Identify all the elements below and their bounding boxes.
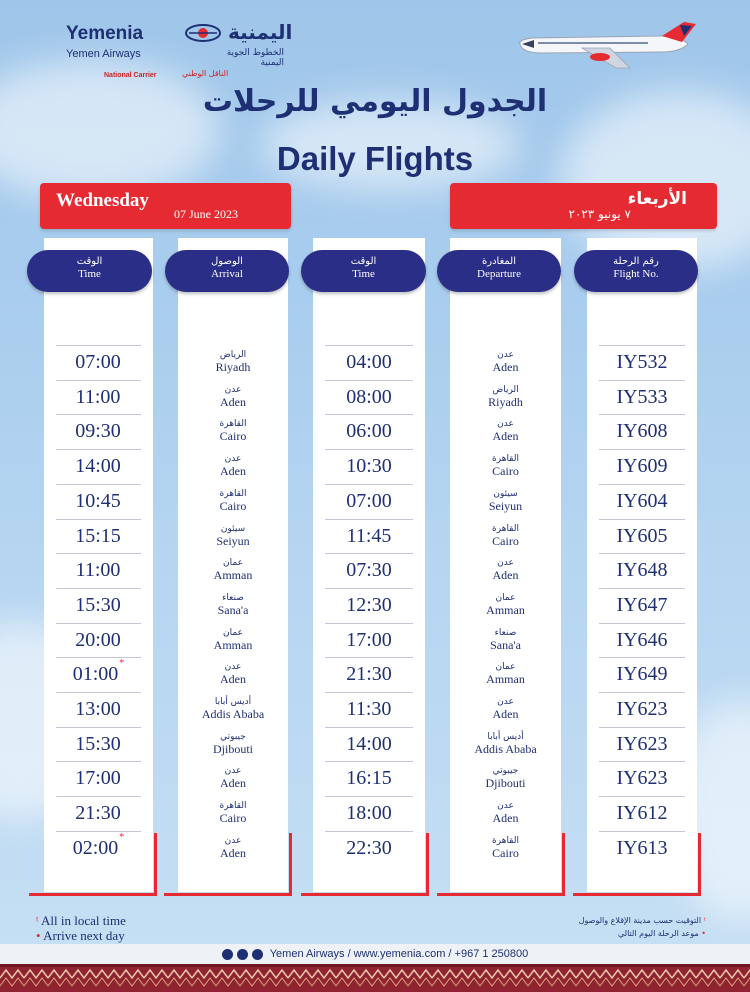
arrival-city-cell bbox=[190, 380, 276, 413]
departure-city-cell bbox=[462, 345, 549, 378]
departure-time-cell bbox=[325, 345, 413, 378]
arrival-time-cell bbox=[56, 623, 141, 656]
arrival-time-cell bbox=[56, 761, 141, 794]
city-name-en: Sana'a bbox=[490, 637, 521, 652]
flight-number: IY649 bbox=[616, 663, 668, 686]
brand-name-en: Yemenia bbox=[66, 23, 144, 44]
city-name-ar: عدن bbox=[497, 558, 514, 569]
city-name-en: Amman bbox=[486, 602, 525, 617]
flight-number-cell bbox=[599, 345, 685, 378]
header-label-en: Departure bbox=[477, 268, 521, 280]
header-return-time bbox=[27, 250, 152, 292]
departure-city-cell bbox=[462, 380, 549, 413]
next-day-marker: * bbox=[119, 658, 125, 670]
header-departure-time bbox=[301, 250, 426, 292]
page-title-ar: الجدول اليومي للرحلات bbox=[202, 84, 548, 119]
time-value: 10:30 bbox=[346, 455, 392, 478]
flight-number: IY647 bbox=[616, 593, 668, 616]
time-value: 11:30 bbox=[346, 698, 392, 720]
city-name-en: Riyadh bbox=[488, 394, 523, 409]
header-label-ar: المغادرة bbox=[482, 256, 516, 267]
departure-time-cell bbox=[325, 449, 413, 482]
day-label-ar: الأربعاء bbox=[627, 189, 687, 209]
time-value: 02:00 bbox=[72, 836, 119, 859]
time-value: 21:30 bbox=[346, 663, 392, 686]
time-value: 09:30 bbox=[75, 420, 121, 443]
header-label-ar: الوقت bbox=[76, 256, 103, 267]
city-name-ar: عدن bbox=[224, 766, 242, 777]
time-value: 16:15 bbox=[346, 767, 392, 790]
page-title-en: Daily Flights bbox=[276, 140, 474, 177]
arrival-time-cell bbox=[56, 831, 141, 864]
city-name-en: Aden bbox=[220, 464, 246, 479]
header-label-en: Arrival bbox=[211, 268, 243, 280]
city-name-en: Cairo bbox=[492, 464, 519, 479]
departure-city-cell bbox=[462, 588, 549, 621]
arrival-time-cell bbox=[56, 414, 141, 447]
city-name-ar: عمان bbox=[223, 558, 243, 569]
departure-time-cell bbox=[325, 484, 413, 517]
city-name-ar: عدن bbox=[224, 835, 242, 846]
time-value: 13:00 bbox=[75, 698, 121, 720]
city-name-ar: القاهرة bbox=[219, 488, 247, 499]
date-banner-ar bbox=[450, 183, 717, 229]
arrival-city-cell bbox=[190, 657, 276, 690]
arrival-time-cell bbox=[56, 519, 141, 552]
city-name-ar: الرياض bbox=[219, 350, 247, 360]
arrival-city-cell bbox=[190, 727, 276, 760]
note-next-day bbox=[36, 928, 126, 943]
arrival-time-cell bbox=[56, 380, 141, 413]
arrival-time-cell bbox=[56, 449, 141, 482]
flight-number-cell bbox=[599, 380, 685, 413]
arrival-city-cell bbox=[190, 414, 276, 447]
city-name-en: Aden bbox=[492, 429, 519, 444]
departure-time-cell bbox=[325, 831, 413, 864]
time-value: 11:00 bbox=[75, 559, 121, 582]
time-value: 17:00 bbox=[346, 628, 392, 651]
city-name-en: Cairo bbox=[219, 429, 247, 444]
date-banner-en bbox=[40, 183, 291, 229]
header-label-ar: الوصول bbox=[211, 256, 243, 267]
city-name-en: Aden bbox=[220, 394, 246, 409]
city-name-en: Djibouti bbox=[485, 776, 526, 791]
city-name-en: Amman bbox=[486, 672, 525, 687]
city-name-en: Aden bbox=[220, 845, 246, 860]
time-value: 10:45 bbox=[75, 489, 121, 512]
flight-number: IY623 bbox=[616, 698, 668, 720]
note-bullet: ᵗ bbox=[36, 913, 39, 928]
note-text: موعد الرحلة اليوم التالي bbox=[617, 929, 699, 938]
departure-city-cell bbox=[462, 692, 549, 725]
notes-ar bbox=[579, 914, 706, 940]
flight-number: IY648 bbox=[616, 559, 668, 582]
city-name-en: Seiyun bbox=[216, 533, 250, 548]
flight-number-cell bbox=[599, 657, 685, 690]
city-name-ar: صنعاء bbox=[222, 592, 244, 603]
departure-city-cell bbox=[462, 449, 549, 482]
arrival-city-cell bbox=[190, 588, 276, 621]
city-name-en: Sana'a bbox=[217, 602, 249, 617]
footer-contact-text: Yemen Airways / www.yemenia.com / +967 1 250800 bbox=[269, 948, 529, 960]
time-value: 07:00 bbox=[75, 351, 121, 373]
flight-number: IY608 bbox=[616, 420, 668, 443]
time-value: 21:30 bbox=[75, 802, 121, 825]
city-name-en: Amman bbox=[213, 568, 253, 583]
city-name-en: Cairo bbox=[492, 845, 519, 860]
time-value: 15:30 bbox=[75, 732, 121, 755]
flight-number: IY604 bbox=[616, 489, 668, 512]
city-name-ar: عدن bbox=[224, 384, 242, 395]
decorative-pattern bbox=[0, 964, 750, 992]
note-local-time bbox=[36, 913, 126, 928]
flight-number: IY609 bbox=[616, 455, 668, 478]
time-value: 08:00 bbox=[346, 385, 392, 408]
next-day-marker: * bbox=[119, 831, 125, 843]
note-next-day-ar bbox=[579, 927, 706, 940]
flight-number-cell bbox=[599, 449, 685, 482]
flight-number-cell bbox=[599, 484, 685, 517]
national-carrier-en: National Carrier bbox=[104, 72, 157, 79]
city-name-ar: سيئون bbox=[220, 523, 246, 534]
city-name-en: Addis Ababa bbox=[474, 741, 537, 756]
city-name-ar: القاهرة bbox=[219, 801, 247, 812]
brand-subtitle-ar: الخطوط الجوية اليمنية bbox=[226, 48, 284, 68]
time-value: 14:00 bbox=[346, 732, 392, 755]
instagram-icon[interactable] bbox=[222, 949, 233, 960]
time-value: 15:30 bbox=[75, 593, 121, 616]
departure-city-cell bbox=[462, 553, 549, 586]
note-text: التوقيت حسب مدينة الإقلاع والوصول bbox=[578, 916, 702, 925]
city-name-ar: الرياض bbox=[492, 384, 519, 395]
time-value: 22:30 bbox=[346, 836, 392, 859]
arrival-city-cell bbox=[190, 553, 276, 586]
city-name-ar: جيبوتي bbox=[220, 731, 246, 742]
note-bullet: • bbox=[701, 929, 706, 938]
city-name-en: Cairo bbox=[219, 498, 247, 513]
brand-name-ar: اليمنية bbox=[228, 20, 293, 44]
city-name-en: Seiyun bbox=[488, 498, 523, 513]
time-value: 04:00 bbox=[346, 351, 392, 373]
header-label-ar: رقم الرحلة bbox=[613, 256, 659, 267]
departure-time-cell bbox=[325, 796, 413, 829]
city-name-ar: جيبوتي bbox=[492, 766, 519, 777]
departure-city-cell bbox=[462, 657, 549, 690]
departure-city-cell bbox=[462, 727, 549, 760]
header-label-en: Time bbox=[352, 268, 375, 280]
header-label-ar: الوقت bbox=[350, 256, 377, 267]
departure-time-cell bbox=[325, 414, 413, 447]
flight-number-cell bbox=[599, 553, 685, 586]
facebook-icon[interactable] bbox=[252, 949, 263, 960]
city-name-ar: عمان bbox=[223, 627, 243, 638]
flight-number-cell bbox=[599, 588, 685, 621]
footer-bar bbox=[0, 944, 750, 964]
flight-number-cell bbox=[599, 414, 685, 447]
arrival-time-cell bbox=[56, 553, 141, 586]
departure-time-cell bbox=[325, 692, 413, 725]
city-name-ar: عدن bbox=[497, 801, 514, 812]
departure-time-cell bbox=[325, 380, 413, 413]
date-label-ar: ٧ يونيو ٢٠٢٣ bbox=[568, 207, 631, 221]
time-value: 17:00 bbox=[75, 767, 121, 790]
header-arrival bbox=[165, 250, 289, 292]
city-name-ar: عدن bbox=[497, 419, 514, 430]
flight-number-cell bbox=[599, 727, 685, 760]
time-value: 11:45 bbox=[346, 524, 392, 547]
departure-city-cell bbox=[462, 484, 549, 517]
time-value: 07:00 bbox=[346, 489, 392, 512]
national-carrier-ar: الناقل الوطني bbox=[182, 69, 229, 78]
time-value: 14:00 bbox=[75, 455, 121, 478]
brand-subtitle-en: Yemen Airways bbox=[66, 48, 141, 60]
time-value: 01:00 bbox=[72, 663, 119, 686]
social-icons bbox=[222, 944, 264, 964]
flight-number: IY613 bbox=[616, 836, 668, 859]
flight-number-cell bbox=[599, 761, 685, 794]
city-name-en: Aden bbox=[492, 811, 519, 826]
arrival-city-cell bbox=[190, 761, 276, 794]
time-value: 12:30 bbox=[346, 593, 392, 616]
header-label-en: Time bbox=[78, 268, 101, 280]
departure-city-cell bbox=[462, 796, 549, 829]
yemenia-emblem-icon bbox=[185, 23, 221, 43]
time-value: 20:00 bbox=[75, 628, 121, 651]
airplane-icon bbox=[512, 22, 708, 74]
city-name-ar: عدن bbox=[224, 454, 242, 465]
arrival-time-cell bbox=[56, 484, 141, 517]
city-name-en: Aden bbox=[220, 776, 246, 791]
departure-city-cell bbox=[462, 414, 549, 447]
city-name-ar: القاهرة bbox=[492, 835, 519, 846]
flight-number: IY533 bbox=[616, 385, 668, 408]
time-value: 15:15 bbox=[75, 524, 121, 547]
arrival-time-cell bbox=[56, 727, 141, 760]
flight-number-cell bbox=[599, 831, 685, 864]
departure-time-cell bbox=[325, 727, 413, 760]
arrival-time-cell bbox=[56, 345, 141, 378]
arrival-time-cell bbox=[56, 657, 141, 690]
flight-number: IY646 bbox=[616, 628, 668, 651]
city-name-ar: القاهرة bbox=[219, 419, 247, 430]
city-name-ar: عمان bbox=[495, 592, 516, 603]
arrival-city-cell bbox=[190, 345, 276, 378]
city-name-ar: القاهرة bbox=[492, 454, 519, 465]
header-label-en: Flight No. bbox=[613, 268, 659, 280]
city-name-en: Aden bbox=[220, 672, 246, 687]
city-name-ar: عمان bbox=[495, 662, 516, 673]
city-name-en: Addis Ababa bbox=[201, 707, 265, 721]
arrival-time-cell bbox=[56, 692, 141, 725]
note-bullet: ᵗ bbox=[703, 916, 706, 925]
notes-en bbox=[36, 913, 126, 943]
departure-time-cell bbox=[325, 588, 413, 621]
flight-number: IY605 bbox=[616, 524, 668, 547]
arrival-city-cell bbox=[190, 692, 276, 725]
note-local-time-ar bbox=[579, 914, 706, 927]
flight-number-cell bbox=[599, 623, 685, 656]
departure-time-cell bbox=[325, 761, 413, 794]
flight-number-cell bbox=[599, 692, 685, 725]
departure-time-cell bbox=[325, 623, 413, 656]
arrival-city-cell bbox=[190, 623, 276, 656]
city-name-ar: صنعاء bbox=[494, 627, 517, 638]
footer-pattern bbox=[0, 964, 750, 992]
city-name-ar: أديس أبابا bbox=[214, 697, 252, 707]
city-name-ar: عدن bbox=[497, 350, 514, 360]
note-text: Arrive next day bbox=[43, 928, 125, 943]
flight-number: IY623 bbox=[616, 767, 668, 790]
departure-city-cell bbox=[462, 519, 549, 552]
time-value: 18:00 bbox=[346, 802, 392, 825]
arrival-city-cell bbox=[190, 831, 276, 864]
header-departure bbox=[437, 250, 561, 292]
city-name-en: Aden bbox=[492, 568, 519, 583]
city-name-ar: عدن bbox=[224, 662, 242, 673]
note-text: All in local time bbox=[41, 913, 126, 928]
flight-number: IY623 bbox=[616, 732, 668, 755]
arrival-time-cell bbox=[56, 796, 141, 829]
city-name-en: Cairo bbox=[219, 811, 247, 826]
time-value: 07:30 bbox=[346, 559, 392, 582]
city-name-en: Aden bbox=[492, 360, 519, 374]
city-name-ar: القاهرة bbox=[492, 523, 519, 534]
city-name-en: Cairo bbox=[492, 533, 519, 548]
flight-number: IY532 bbox=[616, 351, 668, 373]
arrival-city-cell bbox=[190, 796, 276, 829]
time-value: 06:00 bbox=[346, 420, 392, 443]
flight-number: IY612 bbox=[616, 802, 668, 825]
date-label-en: 07 June 2023 bbox=[174, 207, 238, 221]
departure-city-cell bbox=[462, 831, 549, 864]
city-name-en: Riyadh bbox=[215, 360, 251, 374]
flight-number-cell bbox=[599, 519, 685, 552]
city-name-ar: أديس أبابا bbox=[487, 731, 524, 742]
arrival-city-cell bbox=[190, 484, 276, 517]
departure-time-cell bbox=[325, 657, 413, 690]
departure-time-cell bbox=[325, 553, 413, 586]
departure-time-cell bbox=[325, 519, 413, 552]
arrival-city-cell bbox=[190, 519, 276, 552]
day-label-en: Wednesday bbox=[56, 190, 149, 211]
arrival-time-cell bbox=[56, 588, 141, 621]
departure-city-cell bbox=[462, 761, 549, 794]
flight-number-cell bbox=[599, 796, 685, 829]
city-name-ar: سيئون bbox=[493, 488, 518, 499]
brand-logo bbox=[64, 20, 293, 90]
city-name-en: Aden bbox=[492, 707, 519, 721]
departure-city-cell bbox=[462, 623, 549, 656]
note-bullet: • bbox=[36, 928, 41, 943]
city-name-en: Amman bbox=[213, 637, 253, 652]
twitter-icon[interactable] bbox=[237, 949, 248, 960]
arrival-city-cell bbox=[190, 449, 276, 482]
city-name-ar: عدن bbox=[497, 697, 514, 707]
time-value: 11:00 bbox=[75, 385, 121, 408]
city-name-en: Djibouti bbox=[212, 741, 253, 756]
header-flight bbox=[574, 250, 698, 292]
